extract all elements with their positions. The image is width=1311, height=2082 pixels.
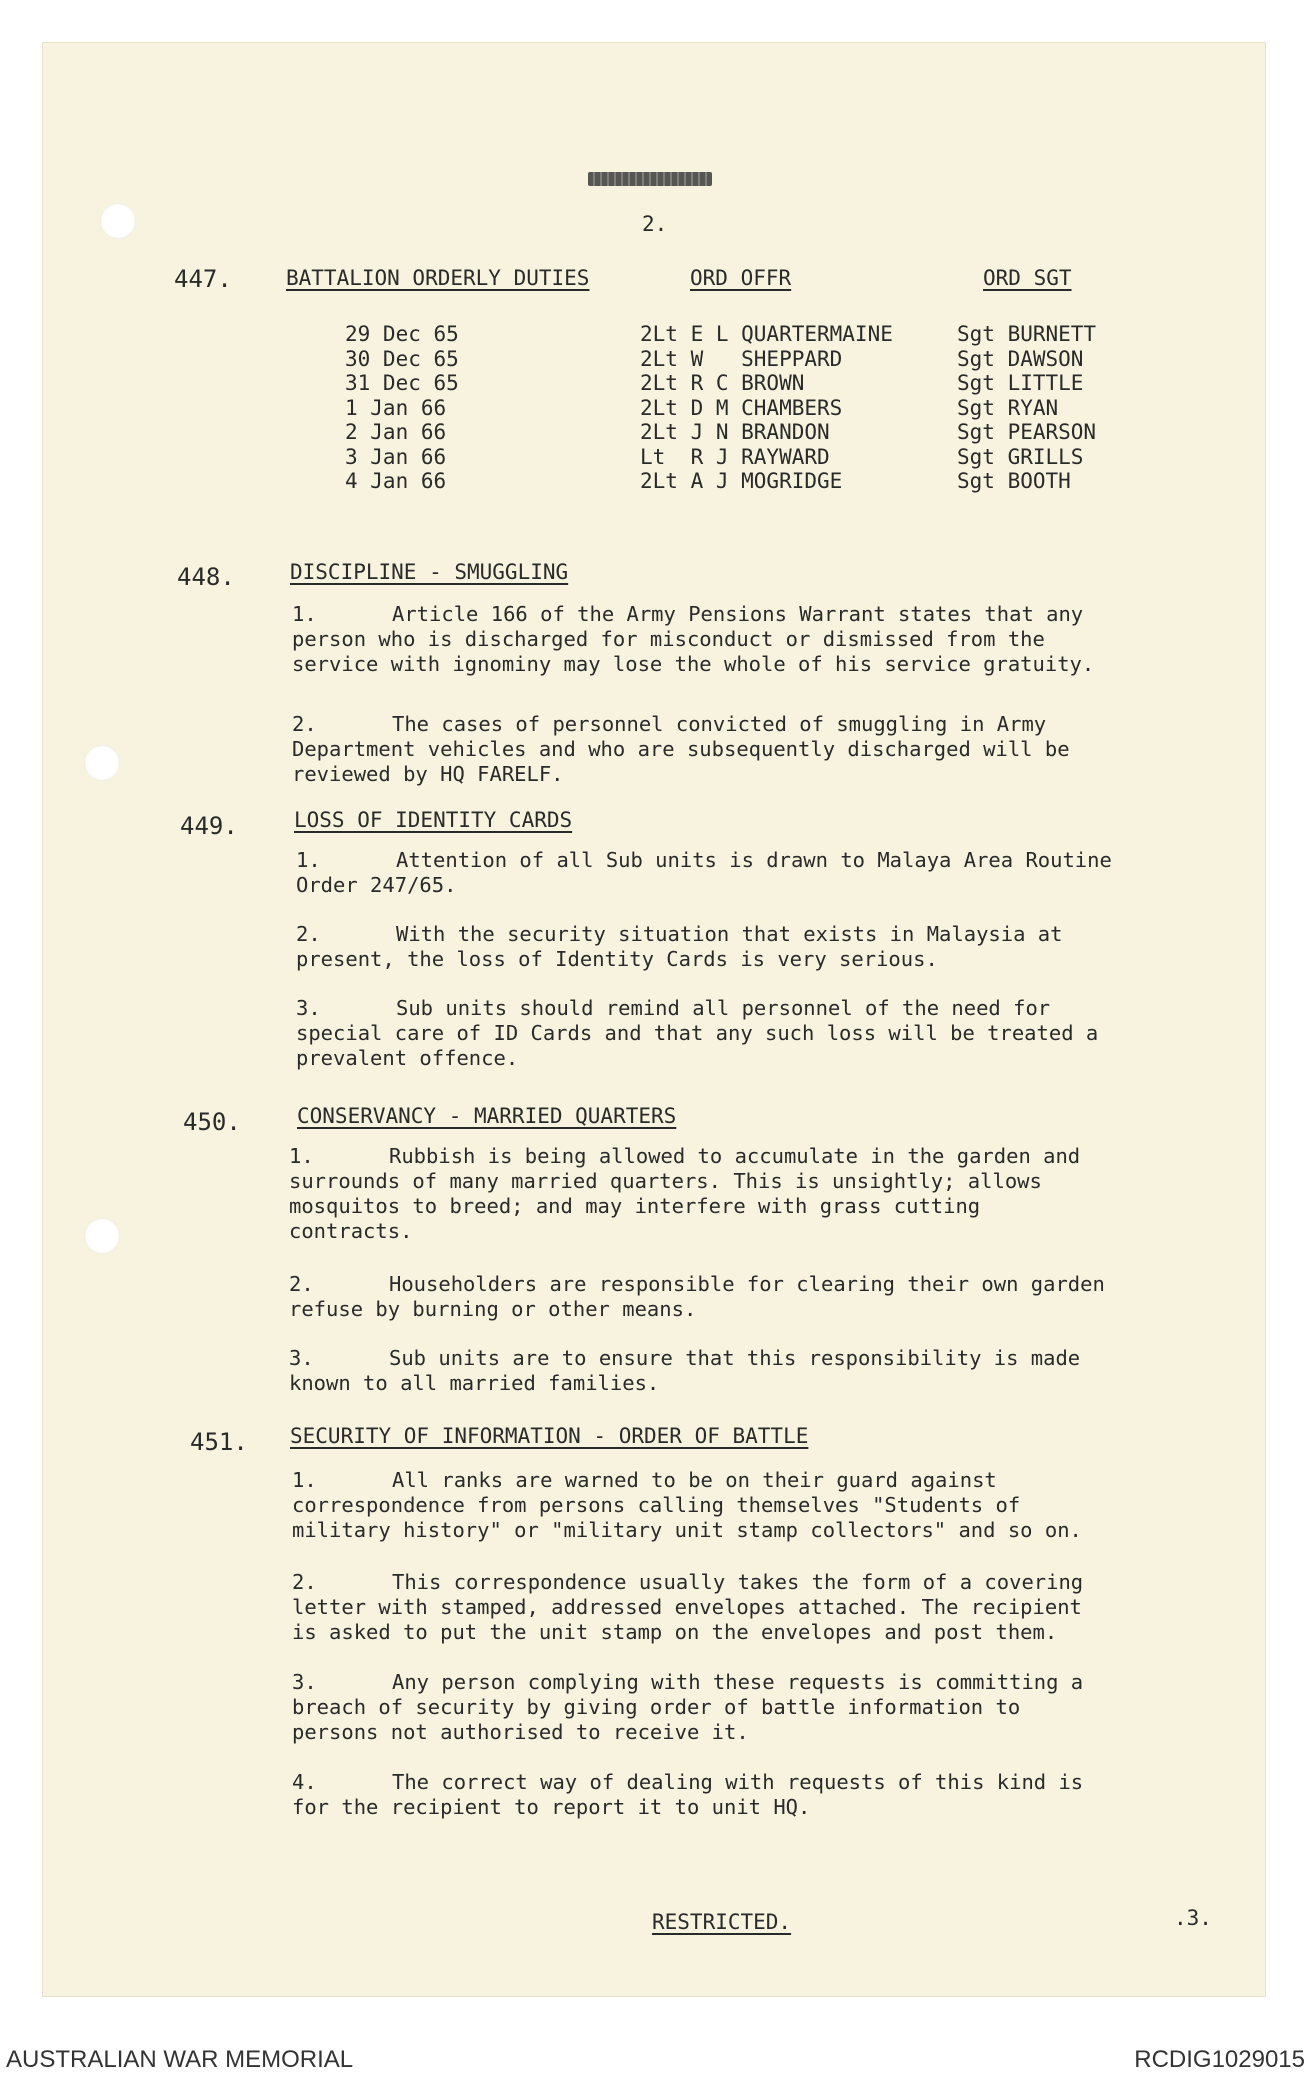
paragraph — [292, 1468, 1112, 1543]
section-number-448: 448. — [177, 563, 235, 591]
duty-date: 3 Jan 66 — [345, 444, 447, 469]
paragraph — [292, 1570, 1112, 1645]
paragraph — [292, 602, 1112, 677]
paragraph-number: 1. — [292, 1468, 317, 1492]
duty-sergeant: Sgt GRILLS — [957, 444, 1084, 469]
archive-name: AUSTRALIAN WAR MEMORIAL — [6, 2046, 354, 2073]
paragraph-text: Any person complying with these requests is committing a breach of security by giving order of battle information to persons not authorised to receive it. — [292, 1670, 1084, 1744]
duty-row — [345, 469, 1096, 494]
duty-officer: 2Lt E L QUARTERMAINE — [640, 322, 893, 346]
duty-sergeant: Sgt LITTLE — [957, 371, 1084, 395]
paragraph — [292, 712, 1112, 787]
paragraph-text: Sub units should remind all personnel of the need for special care of ID Cards and that any such loss will be treated a prevalent offence. — [296, 996, 1099, 1070]
paragraph-text: Rubbish is being allowed to accumulate in the garden and surrounds of many married quarters. This is unsightly; allows mosquitos to breed; and may interfere with grass cutting contracts. — [289, 1144, 1081, 1243]
paragraph-number: 1. — [296, 848, 321, 872]
section-number-450: 450. — [183, 1108, 241, 1136]
paragraph — [289, 1346, 1109, 1396]
duty-row — [345, 322, 1096, 347]
paragraph-text: All ranks are warned to be on their guard against correspondence from persons calling themselves "Students of military history" or "military unit stamp collectors" and so on. — [292, 1468, 1082, 1542]
paragraph-text: With the security situation that exists in Malaysia at present, the loss of Identity Cards is very serious. — [296, 922, 1063, 971]
paragraph-number: 4. — [292, 1770, 317, 1794]
paragraph-number: 2. — [292, 712, 317, 736]
paragraph — [289, 1272, 1109, 1322]
section-title-450: CONSERVANCY - MARRIED QUARTERS — [297, 1104, 677, 1128]
paragraph-number: 1. — [292, 602, 317, 626]
duty-officer: Lt R J RAYWARD — [640, 444, 830, 469]
duty-date: 1 Jan 66 — [345, 395, 447, 420]
paragraph — [296, 848, 1116, 898]
paragraph-text: Sub units are to ensure that this responsibility is made known to all married families. — [289, 1346, 1081, 1395]
section-title-449: LOSS OF IDENTITY CARDS — [294, 808, 573, 832]
paragraph-number: 2. — [296, 922, 321, 946]
duty-row — [345, 445, 1096, 470]
section-number-451: 451. — [190, 1428, 248, 1456]
section-number-449: 449. — [180, 812, 238, 840]
paragraph-number: 3. — [296, 996, 321, 1020]
paragraph-number: 2. — [292, 1570, 317, 1594]
punch-hole-middle — [84, 745, 120, 781]
duty-date: 2 Jan 66 — [345, 420, 447, 444]
paragraph-number: 1. — [289, 1144, 314, 1168]
duty-date: 4 Jan 66 — [345, 469, 447, 493]
duty-row — [345, 371, 1096, 396]
paragraph-number: 3. — [292, 1670, 317, 1694]
paragraph-text: Article 166 of the Army Pensions Warrant states that any person who is discharged for misconduct or dismissed from the service with ignominy may lose the whole of his service gratuity. — [292, 602, 1095, 676]
duty-officer: 2Lt D M CHAMBERS — [640, 395, 843, 420]
duty-sergeant: Sgt RYAN — [957, 395, 1059, 420]
duty-officer: 2Lt J N BRANDON — [640, 420, 830, 444]
page-number: 2. — [642, 212, 668, 236]
duty-sergeant: Sgt BURNETT — [957, 322, 1097, 346]
duty-officer: 2Lt W SHEPPARD — [640, 346, 843, 371]
section-title-447: BATTALION ORDERLY DUTIES — [286, 266, 590, 290]
duty-date: 31 Dec 65 — [345, 371, 459, 395]
section-number-447: 447. — [174, 265, 232, 293]
paragraph-text: Attention of all Sub units is drawn to Malaya Area Routine Order 247/65. — [296, 848, 1112, 897]
punch-hole-top — [100, 203, 136, 239]
redacted-classification-header — [588, 172, 712, 186]
paragraph — [292, 1670, 1112, 1745]
paragraph-text: Householders are responsible for clearing their own garden refuse by burning or other means. — [289, 1272, 1105, 1321]
paragraph-number: 2. — [289, 1272, 314, 1296]
classification-footer: RESTRICTED. — [652, 1910, 792, 1934]
paragraph — [296, 996, 1116, 1071]
duty-date: 30 Dec 65 — [345, 346, 459, 371]
archive-reference: RCDIG1029015 — [1134, 2046, 1305, 2073]
duty-sergeant: Sgt DAWSON — [957, 346, 1084, 371]
paragraph — [292, 1770, 1112, 1820]
duty-officer: 2Lt R C BROWN — [640, 371, 805, 395]
duty-sergeant: Sgt PEARSON — [957, 420, 1097, 444]
duty-row — [345, 396, 1096, 421]
punch-hole-bottom — [84, 1218, 120, 1254]
duty-officer: 2Lt A J MOGRIDGE — [640, 469, 843, 493]
paragraph-text: The correct way of dealing with requests of this kind is for the recipient to report it to unit HQ. — [292, 1770, 1084, 1819]
paragraph — [296, 922, 1116, 972]
archive-footer — [0, 2040, 1311, 2082]
section-title-451: SECURITY OF INFORMATION - ORDER OF BATTLE — [290, 1424, 809, 1448]
duty-date: 29 Dec 65 — [345, 322, 459, 346]
next-page-indicator: .3. — [1174, 1906, 1212, 1930]
orderly-duties-table — [345, 322, 1096, 494]
section-title-448: DISCIPLINE - SMUGGLING — [290, 560, 569, 584]
paragraph — [289, 1144, 1109, 1244]
duty-row — [345, 420, 1096, 445]
column-header-ord-offr: ORD OFFR — [690, 266, 792, 290]
duty-row — [345, 347, 1096, 372]
paragraph-text: This correspondence usually takes the form of a covering letter with stamped, addressed envelopes attached. The recipient is asked to put the unit stamp on the envelopes and post them. — [292, 1570, 1084, 1644]
duty-sergeant: Sgt BOOTH — [957, 469, 1071, 493]
column-header-ord-sgt: ORD SGT — [983, 266, 1072, 290]
paragraph-text: The cases of personnel convicted of smuggling in Army Department vehicles and who are subsequently discharged will be reviewed by HQ FARELF. — [292, 712, 1070, 786]
paragraph-number: 3. — [289, 1346, 314, 1370]
